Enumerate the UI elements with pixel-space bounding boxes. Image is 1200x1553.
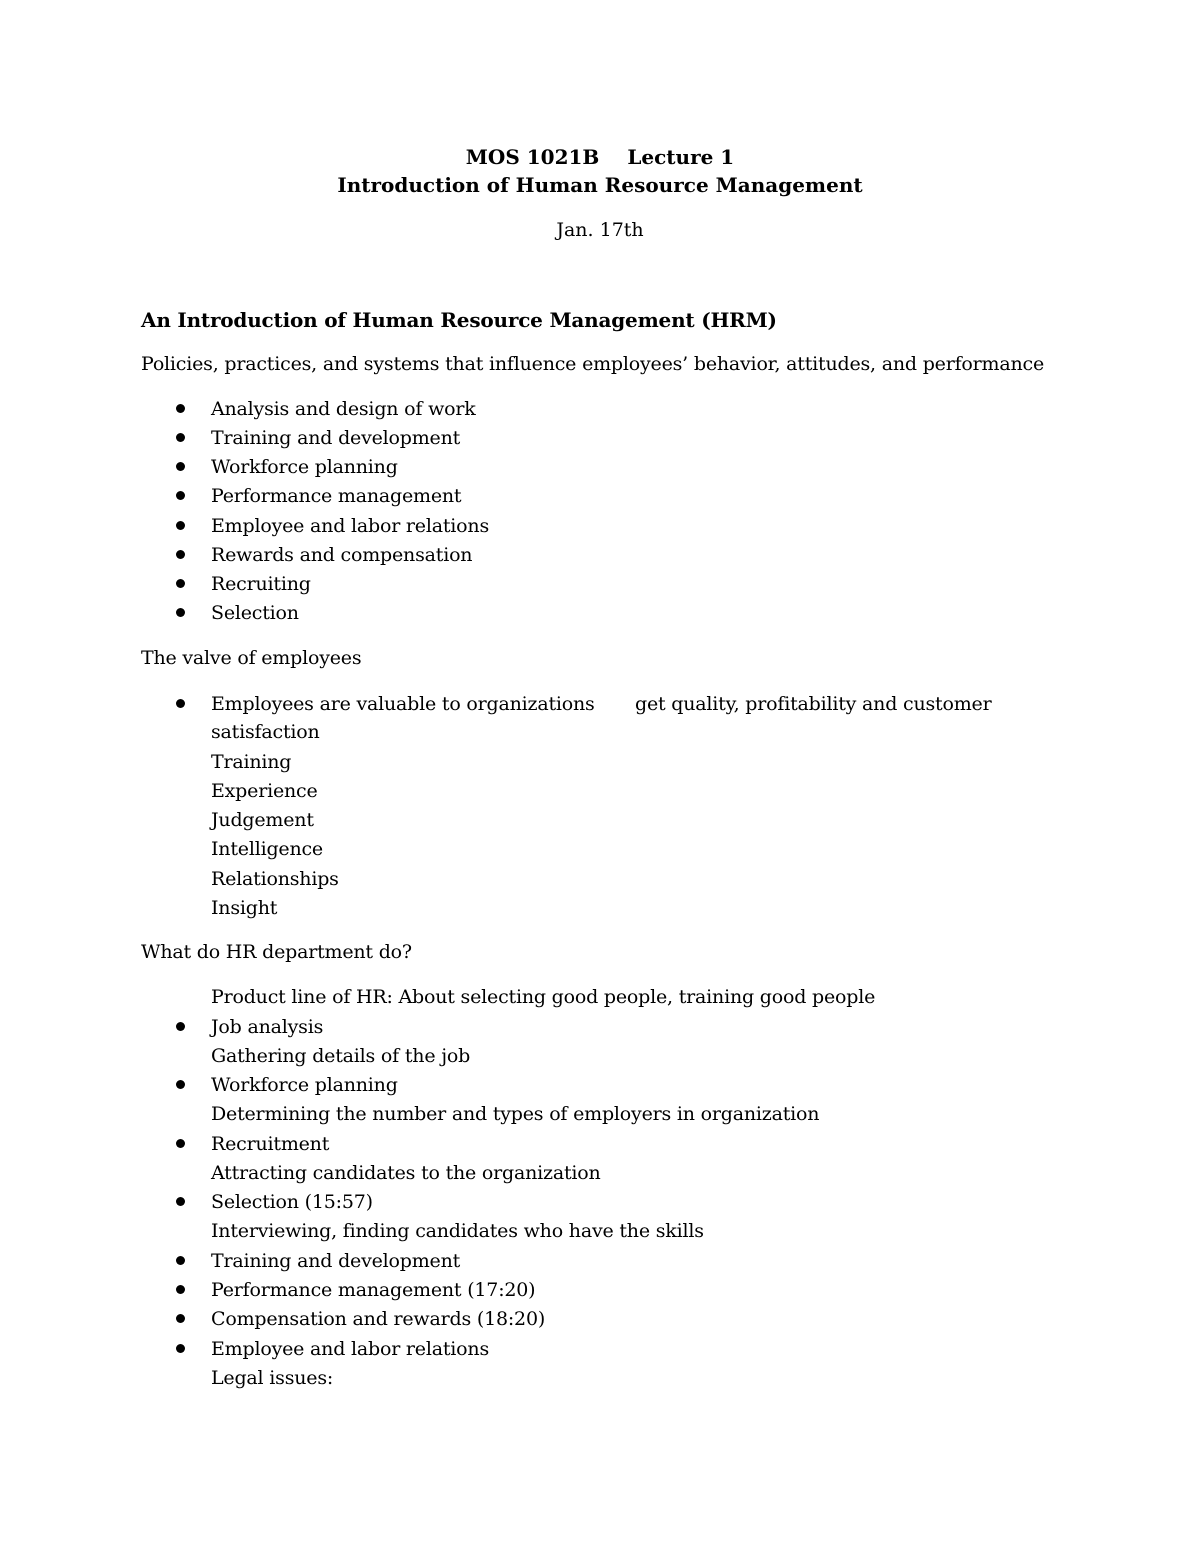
bullet-icon [176, 521, 185, 530]
bullet-icon [176, 404, 185, 413]
list-item: Workforce planning [211, 456, 398, 478]
bullet-icon [176, 1256, 185, 1265]
value-subline: Relationships [211, 868, 339, 890]
lecture-date: Jan. 17th [556, 219, 644, 241]
list-item: Training and development [211, 427, 461, 449]
list-item: Job analysis [211, 1016, 324, 1038]
bullet-icon [176, 1314, 185, 1323]
list-item: Employee and labor relations [211, 515, 489, 537]
list-item: Employees are valuable to organizations [211, 693, 595, 715]
bullet-icon [176, 1285, 185, 1294]
lecture-number: Lecture 1 [627, 145, 735, 169]
list-item-detail: Interviewing, finding candidates who have the skills [211, 1220, 704, 1242]
list-item: Analysis and design of work [211, 398, 476, 420]
list-item: Recruiting [211, 573, 311, 595]
bullet-icon [176, 550, 185, 559]
list-item-detail: Gathering details of the job [211, 1045, 471, 1067]
bullet-icon [176, 1344, 185, 1353]
list-item: Employee and labor relations [211, 1338, 489, 1360]
value-subline: Experience [211, 780, 318, 802]
bullet-icon [176, 1022, 185, 1031]
bullet-icon [176, 1197, 185, 1206]
bullet-icon [176, 462, 185, 471]
list-item-detail: Attracting candidates to the organization [211, 1162, 601, 1184]
product-line-note: Product line of HR: About selecting good people, training good people [211, 986, 876, 1008]
list-item: Selection [211, 602, 299, 624]
course-title [0, 144, 1200, 170]
bullet-icon [176, 608, 185, 617]
list-item-continuation: get quality, profitability and customer [635, 693, 992, 715]
course-code: MOS 1021B [465, 145, 600, 169]
list-item-detail: Legal issues: [211, 1367, 334, 1389]
list-item: Rewards and compensation [211, 544, 473, 566]
bullet-icon [176, 433, 185, 442]
list-item: Performance management (17:20) [211, 1279, 536, 1301]
list-item: Recruitment [211, 1133, 330, 1155]
list-item: Compensation and rewards (18:20) [211, 1308, 546, 1330]
bullet-icon [176, 699, 185, 708]
value-subline: Intelligence [211, 838, 323, 860]
list-item: Performance management [211, 485, 462, 507]
list-item-detail: Determining the number and types of employers in organization [211, 1103, 820, 1125]
value-subline: Training [211, 751, 292, 773]
bullet-icon [176, 491, 185, 500]
section-heading-hrm: An Introduction of Human Resource Management (HRM) [141, 308, 777, 332]
list-item: Training and development [211, 1250, 461, 1272]
bullet-icon [176, 579, 185, 588]
section-heading-value: The valve of employees [141, 647, 362, 669]
list-item-wrap: satisfaction [211, 721, 320, 743]
value-subline: Judgement [211, 809, 314, 831]
section-heading-hr-department: What do HR department do? [141, 941, 412, 963]
document-subtitle: Introduction of Human Resource Management [337, 173, 863, 197]
list-item: Workforce planning [211, 1074, 398, 1096]
hrm-definition: Policies, practices, and systems that influence employees’ behavior, attitudes, and performance [141, 353, 1045, 375]
list-item: Selection (15:57) [211, 1191, 373, 1213]
bullet-icon [176, 1080, 185, 1089]
value-subline: Insight [211, 897, 278, 919]
bullet-icon [176, 1139, 185, 1148]
